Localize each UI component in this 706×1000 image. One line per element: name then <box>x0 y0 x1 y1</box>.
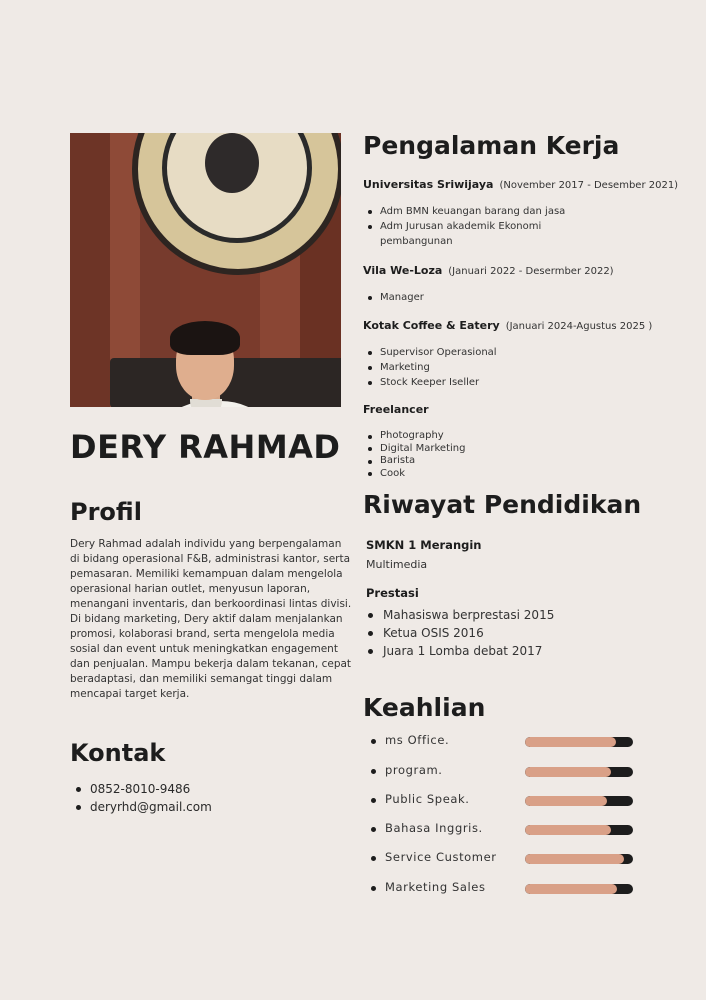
bullet <box>371 886 376 891</box>
bullet <box>371 739 376 744</box>
skill-label: Marketing Sales <box>385 880 486 894</box>
skill-bar-fill <box>525 854 624 864</box>
skill-bar <box>525 737 633 747</box>
skill-label: Public Speak. <box>385 792 470 806</box>
school-name: SMKN 1 Merangin <box>366 538 482 552</box>
achievements-list <box>363 606 554 660</box>
job-title-2 <box>363 264 614 277</box>
list-item: Marketing <box>363 360 497 375</box>
skill-bar-fill <box>525 767 611 777</box>
skill-bar <box>525 854 633 864</box>
skill-bar <box>525 767 633 777</box>
job-org: Kotak Coffee & Eatery <box>363 319 500 332</box>
list-item: Ketua OSIS 2016 <box>363 624 554 642</box>
list-item: Cook <box>363 468 465 481</box>
skill-bar-fill <box>525 825 611 835</box>
list-item: Adm BMN keuangan barang dan jasa <box>363 204 593 219</box>
bullet <box>371 769 376 774</box>
skill-label: Bahasa Inggris. <box>385 821 483 835</box>
job-duties-2 <box>363 290 424 305</box>
skill-row <box>370 763 635 781</box>
bullet <box>371 827 376 832</box>
contact-phone: 0852-8010-9486 <box>72 780 212 798</box>
person-name: DERY RAHMAD <box>70 428 341 466</box>
profile-photo <box>70 133 341 407</box>
bullet <box>371 798 376 803</box>
list-item: Manager <box>363 290 424 305</box>
profile-text: Dery Rahmad adalah individu yang berpengalaman di bidang operasional F&B, administrasi kantor, serta pemasaran. Memiliki kemampuan dalam mengelola operasional harian outlet, menyusun laporan, menangani inventaris, dan berkoordinasi lintas divisi. Di bidang marketing, Dery aktif dalam menjalankan promosi, kolaborasi brand, serta mengelola media sosial dan event untuk meningkatkan engagement dan penjualan. Mampu bekerja dalam tekanan, cepat beradaptasi, dan memiliki semangat tinggi dalam mencapai target kerja. <box>70 538 352 700</box>
achievements-heading: Prestasi <box>366 586 419 600</box>
job-title-1 <box>363 178 678 191</box>
list-item: Stock Keeper Iseller <box>363 375 497 390</box>
skill-bar-fill <box>525 884 617 894</box>
skill-bar-fill <box>525 796 607 806</box>
contact-list <box>72 780 212 816</box>
skills-heading: Keahlian <box>363 693 486 722</box>
skill-bar <box>525 884 633 894</box>
list-item: Digital Marketing <box>363 443 465 456</box>
job-duties-4 <box>363 430 465 480</box>
list-item: Barista <box>363 455 465 468</box>
skill-row <box>370 733 635 751</box>
school-major: Multimedia <box>366 558 428 571</box>
job-org: Vila We-Loza <box>363 264 443 277</box>
profile-heading: Profil <box>70 498 142 526</box>
skill-row <box>370 880 635 898</box>
list-item: Photography <box>363 430 465 443</box>
skill-bar <box>525 825 633 835</box>
list-item: Mahasiswa berprestasi 2015 <box>363 606 554 624</box>
job-org: Universitas Sriwijaya <box>363 178 494 191</box>
skill-bar-fill <box>525 737 616 747</box>
skill-row <box>370 821 635 839</box>
skill-bar <box>525 796 633 806</box>
contact-heading: Kontak <box>70 739 166 767</box>
list-item: Juara 1 Lomba debat 2017 <box>363 642 554 660</box>
job-title-4 <box>363 403 429 416</box>
experience-heading: Pengalaman Kerja <box>363 131 620 160</box>
job-period: (Januari 2022 - Desermber 2022) <box>448 266 614 277</box>
skill-label: program. <box>385 763 443 777</box>
skill-row <box>370 792 635 810</box>
list-item: Adm Jurusan akademik Ekonomi pembangunan <box>363 219 593 249</box>
education-heading: Riwayat Pendidikan <box>363 490 642 519</box>
list-item: Supervisor Operasional <box>363 345 497 360</box>
bullet <box>371 856 376 861</box>
job-org: Freelancer <box>363 403 429 416</box>
job-duties-1 <box>363 204 593 249</box>
contact-email: deryrhd@gmail.com <box>72 798 212 816</box>
skill-label: ms Office. <box>385 733 450 747</box>
job-title-3 <box>363 319 652 332</box>
skill-label: Service Customer <box>385 850 497 864</box>
job-duties-3 <box>363 345 497 390</box>
job-period: (November 2017 - Desember 2021) <box>499 180 679 191</box>
skill-row <box>370 850 635 868</box>
job-period: (Januari 2024-Agustus 2025 ) <box>505 321 653 332</box>
